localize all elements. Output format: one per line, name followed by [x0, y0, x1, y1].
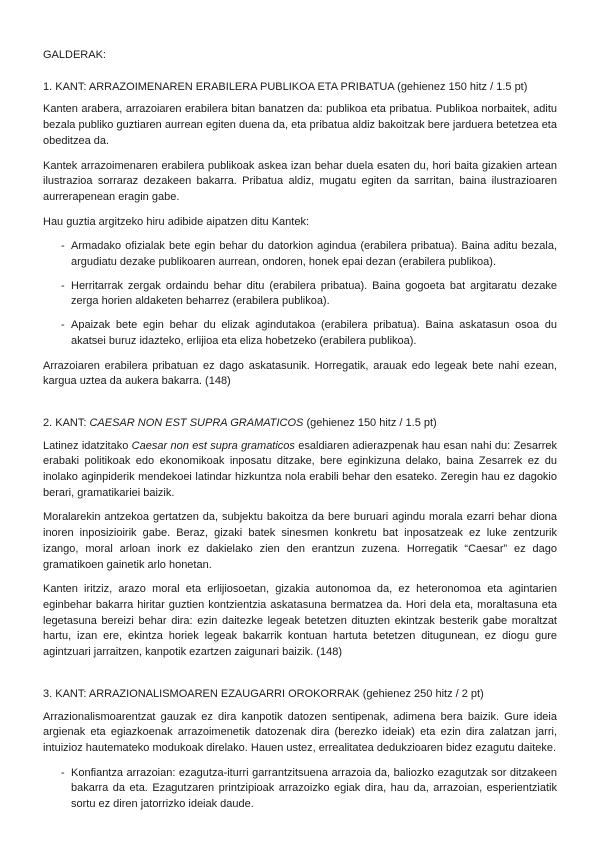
section-3-title [43, 687, 557, 703]
section-1-example-list [43, 239, 557, 349]
list-item [43, 279, 557, 310]
section-2-p1-after: esaldiaren adierazpenak hau esan nahi du: Zesarrek erabaki politikoak edo ekonomikoak inposatu ditzake, bere eginkizuna delako, baina Zesarrek ez du inolako aginpiderik mendekoei latindar hizkuntza nola erabili behar den esateko. Zeregin hau ez dagokio berari, gramatikariei baizik. [43, 439, 557, 499]
section-1-closing: Arrazoiaren erabilera pribatuan ez dago askatasunik. Horregatik, arauak edo legeak bete nahi ezean, kargua uztea da aukera bakarra. (148) [43, 359, 557, 388]
section-2-paragraph-3: Kanten iritziz, arazo moral eta erlijiosoetan, gizakia autonomoa da, ez heteronomoa eta agintarien eginbehar bakarra hiritar guztien kontzientzia askatasuna bermatzea da. Hori dela eta, moraltasuna eta legetasuna bereizi behar dira: ezin daitezke legeak betetzen dituzten ekintzak besterik gabe moraltzat hartu, izan ere, ekintza horiek legeak bakarrik kontuan hartuta betetzen ditugunean, ez diogu gure agintzuari jarraitzen, kanpotik ezartzen zaigunari baizik. (148) [43, 583, 557, 659]
section-1-title [43, 80, 557, 96]
dash-marker: - [61, 319, 65, 332]
list-item [43, 239, 557, 270]
section-2-title [43, 416, 557, 432]
section-2-title-italic: CAESAR NON EST SUPRA GRAMATICOS [89, 416, 304, 429]
list-item [43, 318, 557, 349]
document-page [43, 48, 557, 822]
section-1-paragraph-3: Hau guztia argitzeko hiru adibide aipatzen ditu Kantek: [43, 215, 310, 228]
dash-marker: - [61, 240, 65, 253]
list-item-text: Konfiantza arrazoian: ezagutza-iturri garrantzitsuena arrazoia da, baliozko ezagutzak sor ditzakeen bakarra da eta. Ezagutzaren printzipioak arrazoizko egiak dira, hau da, arrazoian, esperientziatik sortu ez diren jatorrizko ideiak daude. [71, 766, 557, 811]
section-2-p1-before: Latinez idatzitako [43, 439, 132, 452]
list-item-text: Armadako ofizialak bete egin behar du datorkion agindua (erabilera pribatua). Baina aditu bezala, argudiatu dezake publikoaren aurrean, ondoren, honek epai dezan (erabilera publikoa). [71, 240, 557, 269]
section-2-title-prefix: 2. KANT: [43, 416, 90, 429]
section-2-limit: (gehienez 150 hitz / 1.5 pt) [306, 416, 437, 429]
page-heading: GALDERAK: [43, 49, 106, 61]
section-1-paragraph-1: Kanten arabera, arrazoiaren erabilera bitan banatzen da: publikoa eta pribatua. Publikoa norbaitek, aditu bezala publiko guztiaren aurrean egiten duena da, eta pribatua aldiz bakoitzak bere jarduera betetzea eta obeditzea da. [43, 103, 557, 147]
section-3-paragraph-1: Arrazionalismoarentzat gauzak ez dira kanpotik datozen sentipenak, adimena bera baizik. Gure ideia argienak eta egiazkoenak arrazoimenetik datozenak dira (berezko ideiak) eta ezin dira zalatzan jarri, intuizioz hautemateko modukoak direlako. Hauen ustez, errealitatea dedukzioaren bidez ezagutu daiteke. [43, 710, 557, 754]
section-3-title-text: 3. KANT: ARRAZIONALISMOAREN EZAUGARRI OROKORRAK [43, 687, 360, 700]
section-2-paragraph-2: Moralarekin antzekoa gertatzen da, subjektu bakoitza da bere buruari agindu morala ezarri behar diona inoren inposizioirik gabe. Beraz, gizaki batek sinesmen konkretu bat inposatzeak ez luke zentzurik izango, moral arloan inork ez dakielako zien den erantzun zuzena. Horregatik “Caesar” ez dago gramatikoen gainetik arlo honetan. [43, 511, 557, 571]
list-item-text: Apaizak bete egin behar du elizak agindutakoa (erabilera pribatua). Baina askatasun osoa du akatsei buruz idazteko, erlijioa eta eliza hobetzeko (erabilera publikoa). [71, 319, 557, 347]
section-1-paragraph-2: Kantek arrazoimenaren erabilera publikoak askea izan behar duela esaten du, hori baita gizakien artean ilustrazioa sorraraz dezakeen bakarra. Pribatua aldiz, mugatu egiten da sarritan, baina ilustrazioaren aurrerapenean eragin gabe. [43, 159, 557, 203]
list-item-text: Herritarrak zergak ordaindu behar ditu (erabilera pribatua). Baina gogoeta bat argitaratu dezake zerga horien aldaketen beharrez (erabilera publikoa). [71, 279, 557, 308]
section-3-list [43, 766, 557, 813]
list-item [43, 766, 557, 813]
section-2-p1-italic: Caesar non est supra gramaticos [131, 439, 295, 452]
section-1-title-text: 1. KANT: ARRAZOIMENAREN ERABILERA PUBLIKOA ETA PRIBATUA [43, 80, 395, 93]
section-2-paragraph-1 [43, 439, 557, 502]
dash-marker: - [61, 766, 65, 779]
dash-marker: - [61, 279, 65, 292]
section-1-limit: (gehienez 150 hitz / 1.5 pt) [397, 80, 528, 93]
section-3-limit: (gehienez 250 hitz / 2 pt) [362, 687, 484, 700]
